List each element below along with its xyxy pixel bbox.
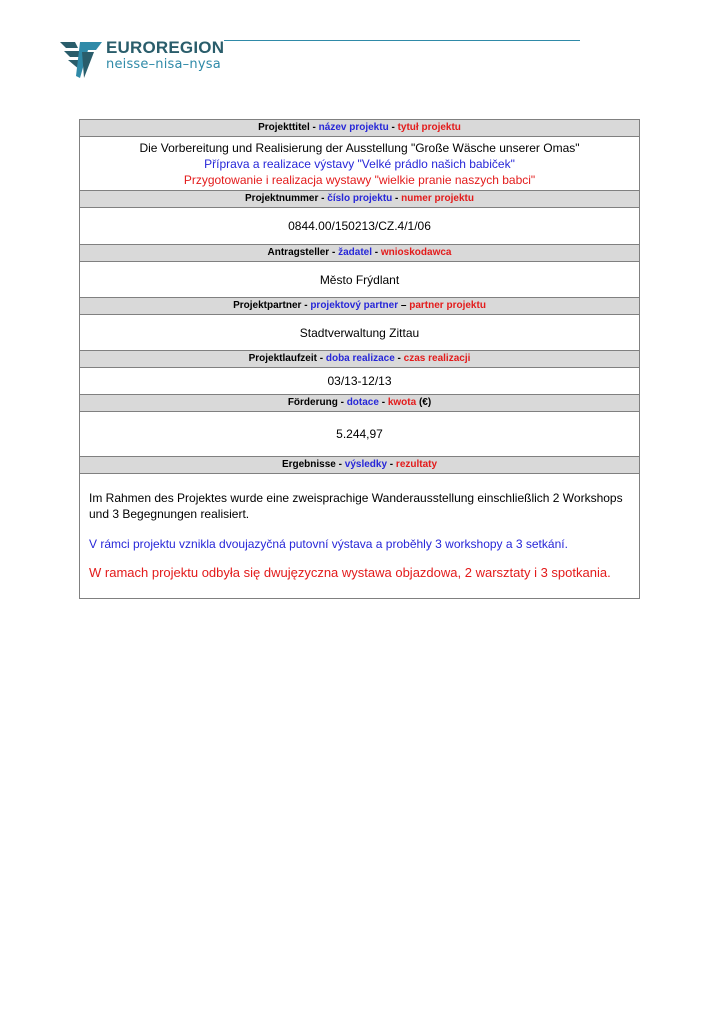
separator: - (329, 247, 339, 258)
title-values (80, 137, 639, 191)
funding-value-row (80, 412, 639, 457)
label-pl: partner projektu (409, 300, 486, 311)
label-pl: numer projektu (401, 193, 474, 204)
title-header (80, 120, 639, 137)
separator: - (318, 193, 328, 204)
currency-suffix: (€) (416, 397, 432, 408)
label-cz: číslo projektu (327, 193, 393, 204)
partner-header (80, 298, 639, 315)
title-value-de: Die Vorbereitung und Realisierung der Ausstellung "Große Wäsche unserer Omas" (139, 141, 580, 155)
label-cz: doba realizace (325, 353, 395, 364)
separator: - (301, 300, 311, 311)
separator: - (387, 459, 396, 470)
separator: - (388, 122, 398, 133)
applicant-header (80, 245, 639, 262)
funding-amount: 5.244,97 (336, 427, 383, 441)
label-cz: projektový partner (310, 300, 399, 311)
results-text-de: Im Rahmen des Projektes wurde eine zweisprachige Wanderausstellung einschließlich 2 Workshops und 3 Begegnungen realisiert. (89, 491, 623, 521)
header-divider (224, 40, 580, 41)
label-de: Projektlaufzeit (248, 353, 317, 364)
separator: - (392, 193, 402, 204)
label-de: Ergebnisse (281, 459, 336, 470)
duration-value: 03/13-12/13 (327, 374, 392, 388)
separator: - (316, 353, 326, 364)
results-text-cz: V rámci projektu vznikla dvoujazyčná putovní výstava a proběhly 3 workshopy a 3 setkání. (89, 537, 568, 551)
number-header (80, 191, 639, 208)
label-pl: rezultaty (395, 459, 438, 470)
applicant-value-row (80, 262, 639, 298)
label-de: Projektnummer (245, 193, 319, 204)
results-text-pl: W ramach projektu odbyła się dwujęzyczna wystawa objazdowa, 2 warsztaty i 3 spotkania. (89, 565, 611, 580)
project-number: 0844.00/150213/CZ.4/1/06 (288, 219, 431, 233)
label-de: Projekttitel (258, 122, 310, 133)
project-card (79, 119, 640, 599)
logo-title: EUROREGION (106, 38, 225, 57)
label-cz: název projektu (318, 122, 389, 133)
label-cz: dotace (346, 397, 379, 408)
partner-name: Stadtverwaltung Zittau (299, 325, 420, 340)
separator: - (372, 247, 381, 258)
number-value-row (80, 208, 639, 245)
label-pl: kwota (387, 397, 417, 408)
separator: - (394, 353, 404, 364)
label-pl: czas realizacji (403, 353, 471, 364)
results-body (80, 474, 639, 598)
funding-header (80, 395, 639, 412)
label-de: Projektpartner (233, 300, 302, 311)
label-de: Antragsteller (267, 247, 330, 258)
duration-value-row (80, 368, 639, 395)
applicant-name: Město Frýdlant (319, 272, 400, 287)
title-value-pl: Przygotowanie i realizacja wystawy "wielkie pranie naszych babci" (183, 173, 536, 187)
partner-value-row (80, 315, 639, 351)
label-cz: výsledky (344, 459, 388, 470)
logo-subtitle: neisse–nisa–nysa (106, 57, 221, 72)
results-header (80, 457, 639, 474)
separator: - (337, 397, 347, 408)
duration-header (80, 351, 639, 368)
label-pl: wnioskodawca (380, 247, 452, 258)
separator: - (378, 397, 388, 408)
euroregion-logo (58, 36, 258, 82)
label-cz: žadatel (338, 247, 372, 258)
title-value-cz: Příprava a realizace výstavy "Velké prádlo našich babiček" (204, 157, 515, 171)
separator: – (398, 300, 410, 311)
label-pl: tytuł projektu (397, 122, 461, 133)
label-de: Förderung (287, 397, 338, 408)
separator: - (309, 122, 319, 133)
separator: - (335, 459, 345, 470)
euroregion-emblem-icon (58, 38, 104, 80)
